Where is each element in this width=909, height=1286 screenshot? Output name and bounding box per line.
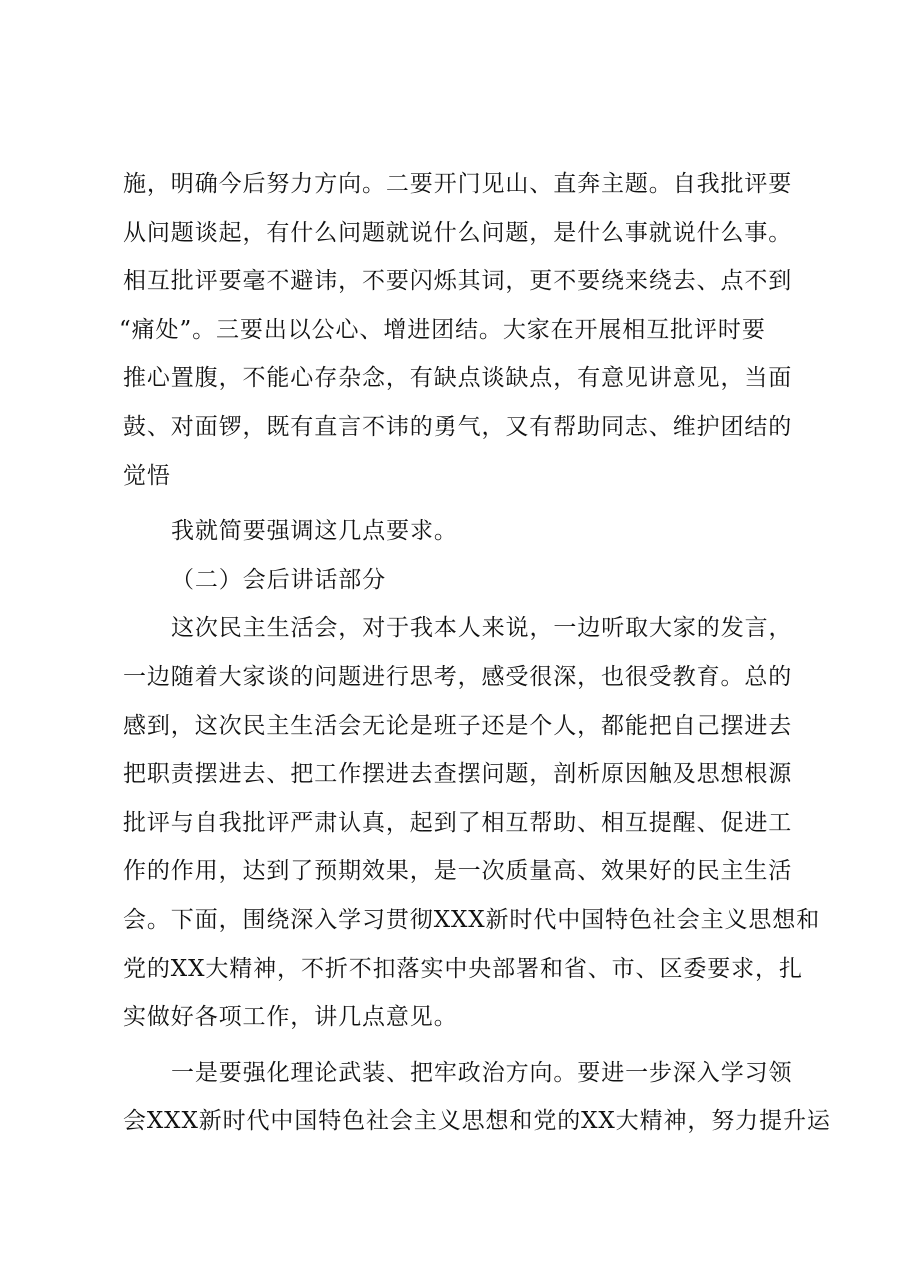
- paragraph-3-line: 党的XX大精神，不折不扣落实中央部署和省、市、区委要求，扎: [123, 955, 803, 982]
- paragraph-3-line: 把职责摆进去、把工作摆进去查摆问题，剖析原因触及思想根源: [123, 761, 793, 788]
- paragraph-1-line: 相互批评要毫不避讳，不要闪烁其词，更不要绕来绕去、点不到: [123, 268, 793, 295]
- body-text: [119, 160, 831, 1146]
- paragraph-1-line: 从问题谈起，有什么问题就说什么问题，是什么事就说什么事。: [123, 219, 793, 246]
- paragraph-3-line: 这次民主生活会，对于我本人来说，一边听取大家的发言，: [171, 615, 793, 642]
- paragraph-3-line: 一边随着大家谈的问题进行思考，感受很深，也很受教育。总的: [123, 663, 793, 690]
- section-heading: （二）会后讲话部分: [171, 566, 387, 593]
- paragraph-3-line: 感到，这次民主生活会无论是班子还是个人，都能把自己摆进去: [123, 712, 793, 739]
- paragraph-1-line: 推心置腹，不能心存杂念，有缺点谈缺点，有意见讲意见，当面: [123, 365, 793, 392]
- paragraph-1-line: 施，明确今后努力方向。二要开门见山、直奔主题。自我批评要: [123, 171, 793, 197]
- paragraph-1-line: “痛处”。三要出以公心、增进团结。大家在开展相互批评时要: [119, 316, 766, 343]
- paragraph-2: 我就简要强调这几点要求。: [171, 518, 458, 545]
- paragraph-3-line: 批评与自我批评严肃认真，起到了相互帮助、相互提醒、促进工: [123, 809, 793, 836]
- paragraph-4: [123, 1049, 831, 1146]
- paragraph-3: [123, 604, 823, 1041]
- paragraph-1: [119, 160, 823, 500]
- paragraph-3-line: 作的作用，达到了预期效果，是一次质量高、效果好的民主生活: [123, 858, 793, 885]
- paragraph-4-line: 会XXX新时代中国特色社会主义思想和党的XX大精神，努力提升运: [123, 1108, 831, 1135]
- paragraph-1-line: 鼓、对面锣，既有直言不讳的勇气，又有帮助同志、维护团结的: [123, 413, 793, 440]
- paragraph-4-line: 一是要强化理论武装、把牢政治方向。要进一步深入学习领: [171, 1059, 793, 1086]
- paragraph-3-line: 实做好各项工作，讲几点意见。: [123, 1004, 458, 1031]
- paragraph-3-line: 会。下面，围绕深入学习贯彻XXX新时代中国特色社会主义思想和: [123, 906, 821, 933]
- paragraph-1-line: 觉悟: [123, 462, 171, 489]
